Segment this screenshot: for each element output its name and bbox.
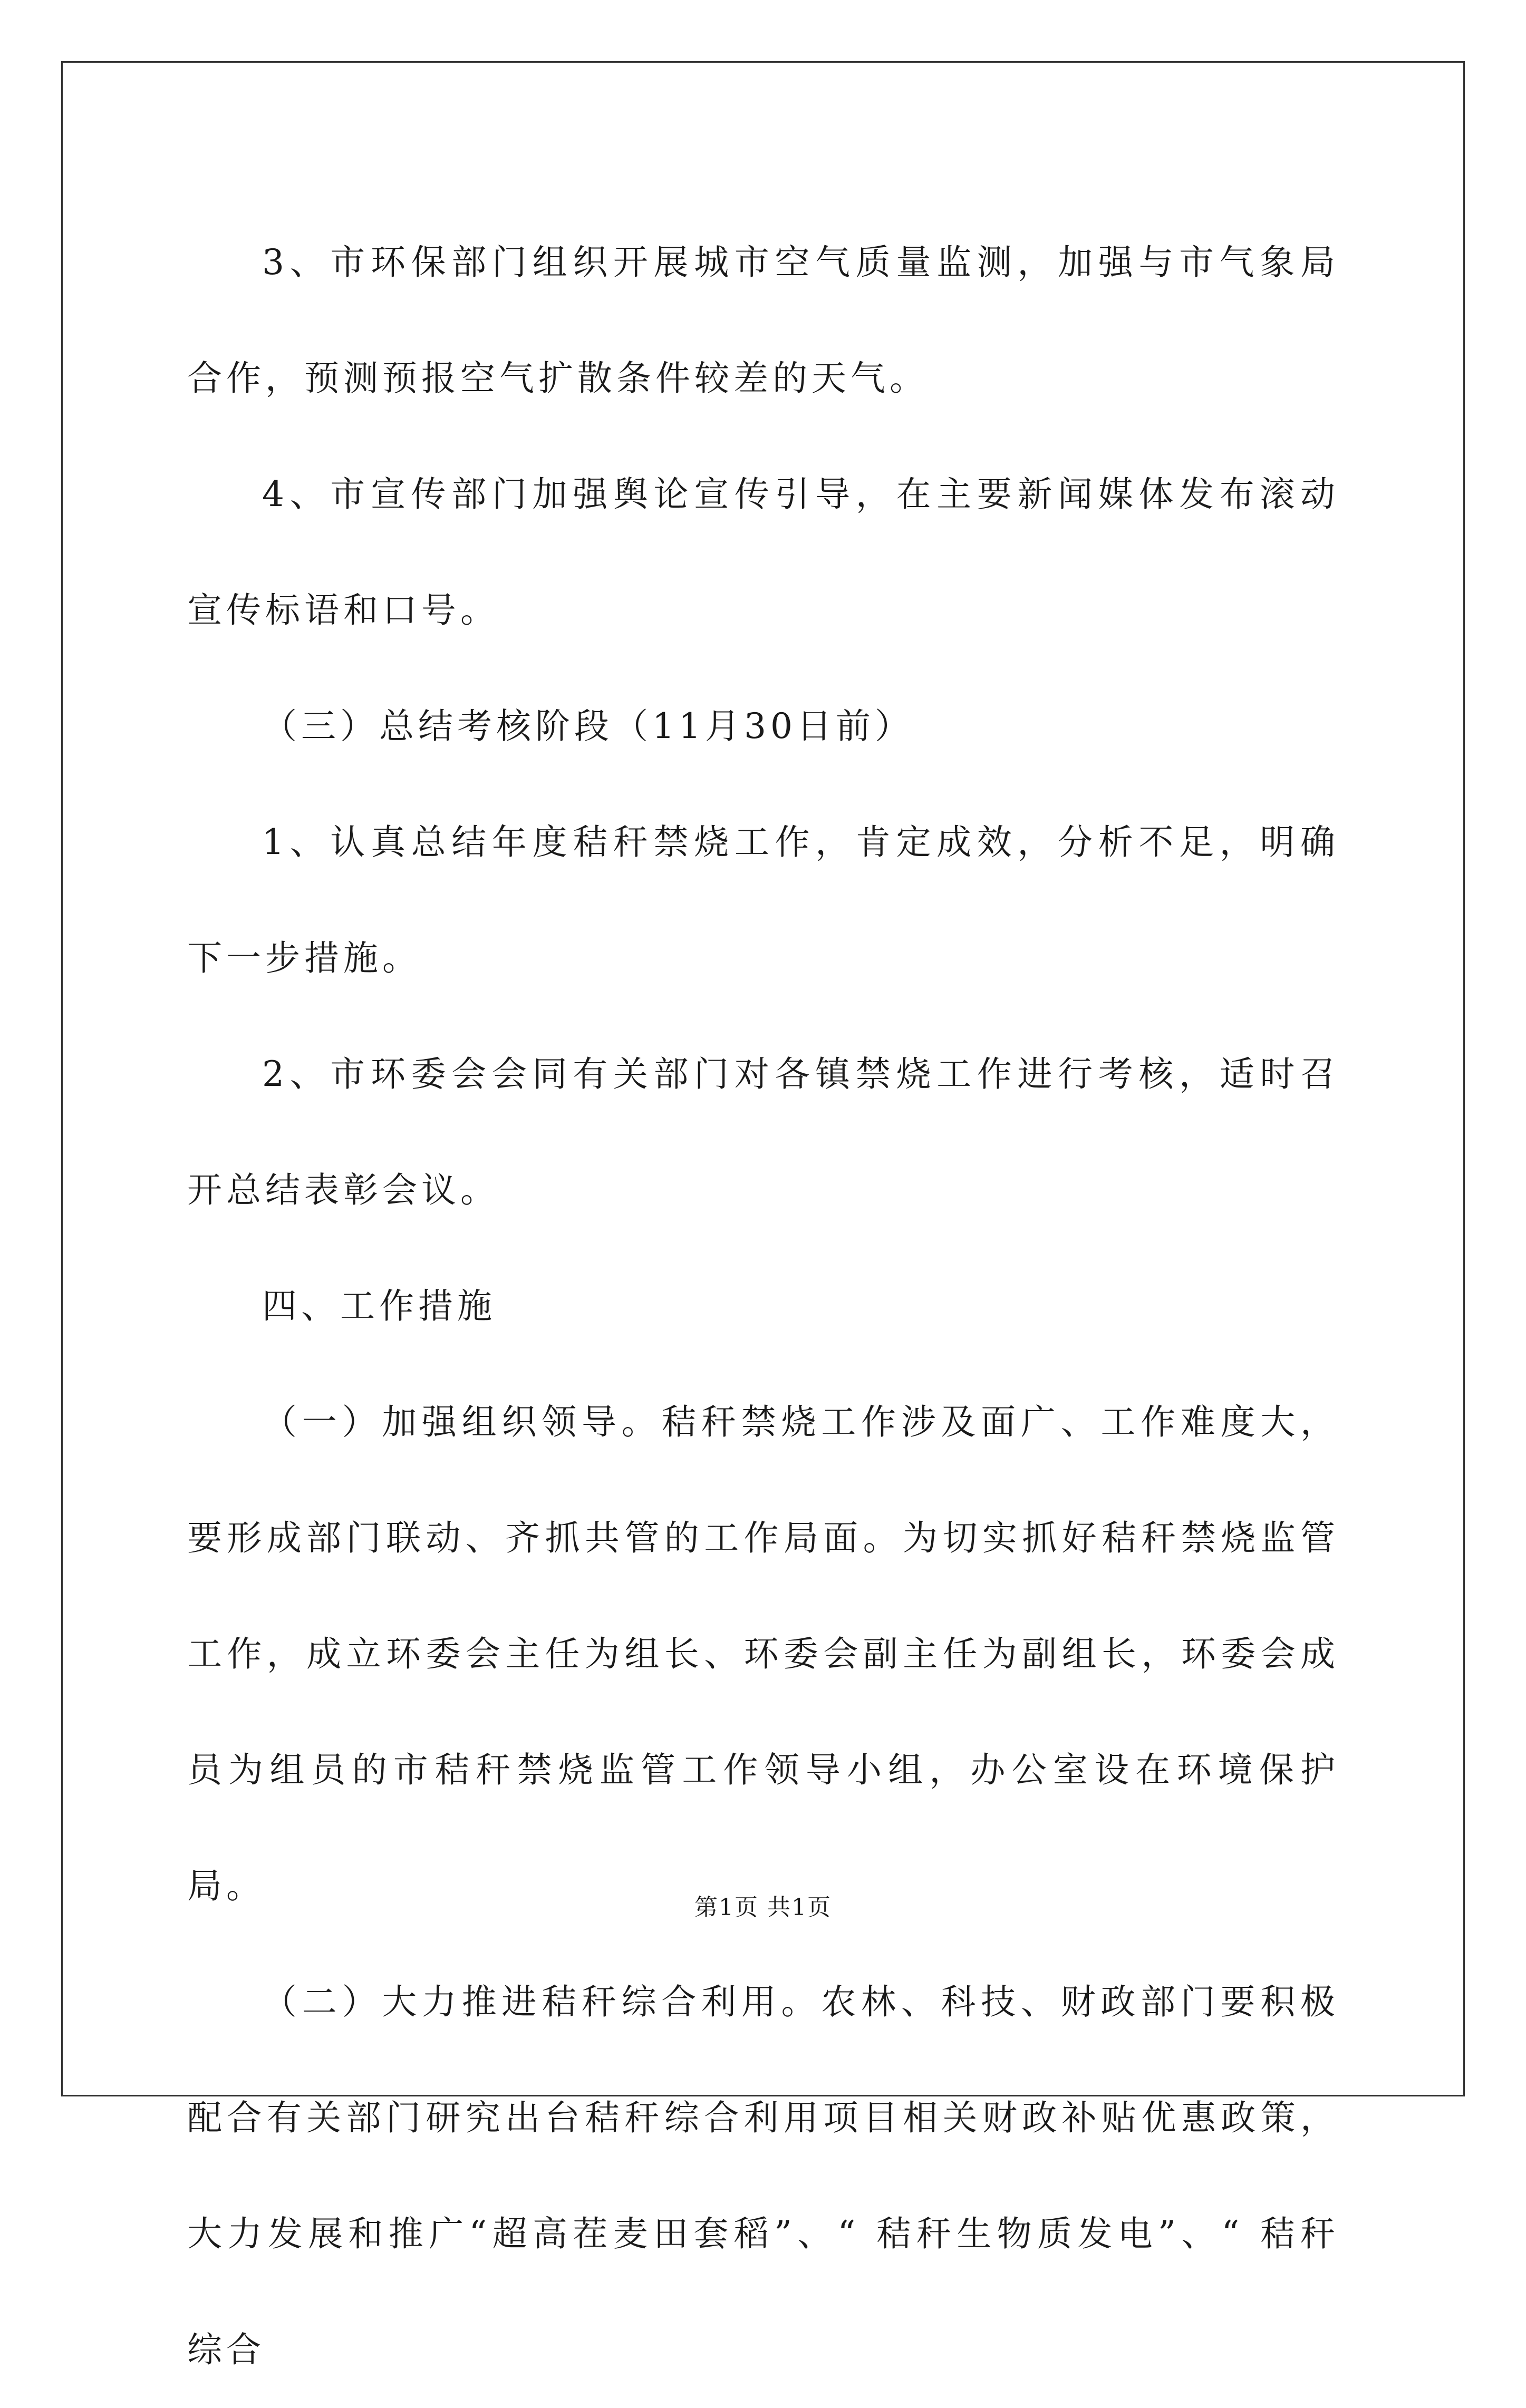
paragraph-item-4: 4、市宣传部门加强舆论宣传引导，在主要新闻媒体发布滚动宣传标语和口号。 [187,474,1339,630]
section-heading-work-measures: 四、工作措施 [262,1286,496,1326]
paragraph-summary-1: 1、认真总结年度秸秆禁烧工作，肯定成效，分析不足，明确下一步措施。 [187,822,1339,978]
document-body [187,205,1339,2408]
section-heading-summary-phase: （三）总结考核阶段（11月30日前） [262,706,914,746]
paragraph-item-3: 3、市环保部门组织开展城市空气质量监测，加强与市气象局合作，预测预报空气扩散条件较差的天气。 [187,242,1339,399]
paragraph-summary-2: 2、市环委会会同有关部门对各镇禁烧工作进行考核，适时召开总结表彰会议。 [187,1054,1339,1210]
page-footer: 第1页 共1页 [694,1894,832,1921]
paragraph-measure-1: （一）加强组织领导。秸秆禁烧工作涉及面广、工作难度大，要形成部门联动、齐抓共管的工作局面。为切实抓好秸秆禁烧监管工作，成立环委会主任为组长、环委会副主任为副组长，环委会成员为组员的市秸秆禁烧监管工作领导小组，办公室设在环境保护局。 [187,1402,1339,1906]
paragraph-measure-2: （二）大力推进秸秆综合利用。农林、科技、财政部门要积极配合有关部门研究出台秸秆综合利用项目相关财政补贴优惠政策，大力发展和推广“超高茬麦田套稻”、“ 秸秆生物质发电”、“ 秸秆综合 [187,1982,1339,2370]
